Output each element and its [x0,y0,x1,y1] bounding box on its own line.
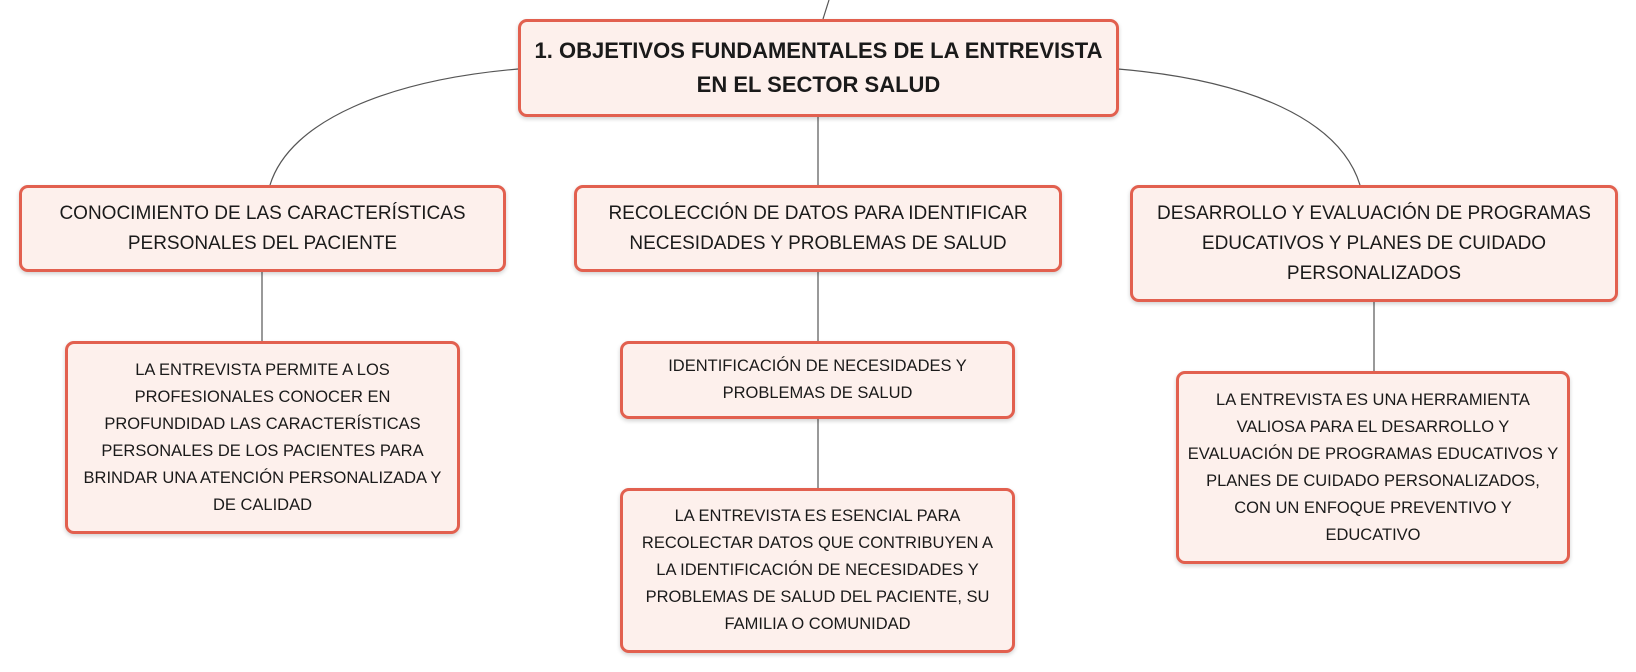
detail-node-recoleccion[interactable] [620,488,1015,653]
detail-node-caracteristicas[interactable] [65,341,460,534]
detail-text-caracteristicas: LA ENTREVISTA PERMITE A LOS PROFESIONALES CONOCER EN PROFUNDIDAD LAS CARACTERÍSTICAS PERSONALES DE LOS PACIENTES PARA BRINDAR UNA ATENCIÓN PERSONALIZADA Y DE CALIDAD [83,360,442,514]
connector-root-to-branch-1 [270,69,518,185]
root-topic-node[interactable] [518,19,1119,117]
branch-node-caracteristicas[interactable] [19,185,506,272]
connector-root-to-branch-3 [1118,69,1360,185]
branch-label-recoleccion: RECOLECCIÓN DE DATOS PARA IDENTIFICAR NECESIDADES Y PROBLEMAS DE SALUD [608,202,1028,254]
detail-text-programas: LA ENTREVISTA ES UNA HERRAMIENTA VALIOSA PARA EL DESARROLLO Y EVALUACIÓN DE PROGRAMAS EDUCATIVOS Y PLANES DE CUIDADO PERSONALIZADOS, CON UN ENFOQUE PREVENTIVO Y EDUCATIVO [1187,390,1559,544]
connector-root-incoming [823,0,829,19]
root-topic-title: 1. OBJETIVOS FUNDAMENTALES DE LA ENTREVISTA EN EL SECTOR SALUD [534,38,1103,97]
detail-text-recoleccion: LA ENTREVISTA ES ESENCIAL PARA RECOLECTAR DATOS QUE CONTRIBUYEN A LA IDENTIFICACIÓN DE NECESIDADES Y PROBLEMAS DE SALUD DEL PACIENTE, SU FAMILIA O COMUNIDAD [641,507,994,633]
branch-node-programas[interactable] [1130,185,1618,302]
branch-node-recoleccion[interactable] [574,185,1062,272]
branch-label-programas: DESARROLLO Y EVALUACIÓN DE PROGRAMAS EDUCATIVOS Y PLANES DE CUIDADO PERSONALIZADOS [1157,202,1591,284]
detail-node-programas[interactable] [1176,371,1570,564]
subtopic-label-identificacion: IDENTIFICACIÓN DE NECESIDADES Y PROBLEMAS DE SALUD [668,357,967,402]
branch-label-caracteristicas: CONOCIMIENTO DE LAS CARACTERÍSTICAS PERSONALES DEL PACIENTE [59,202,466,254]
subtopic-node-identificacion[interactable] [620,341,1015,419]
